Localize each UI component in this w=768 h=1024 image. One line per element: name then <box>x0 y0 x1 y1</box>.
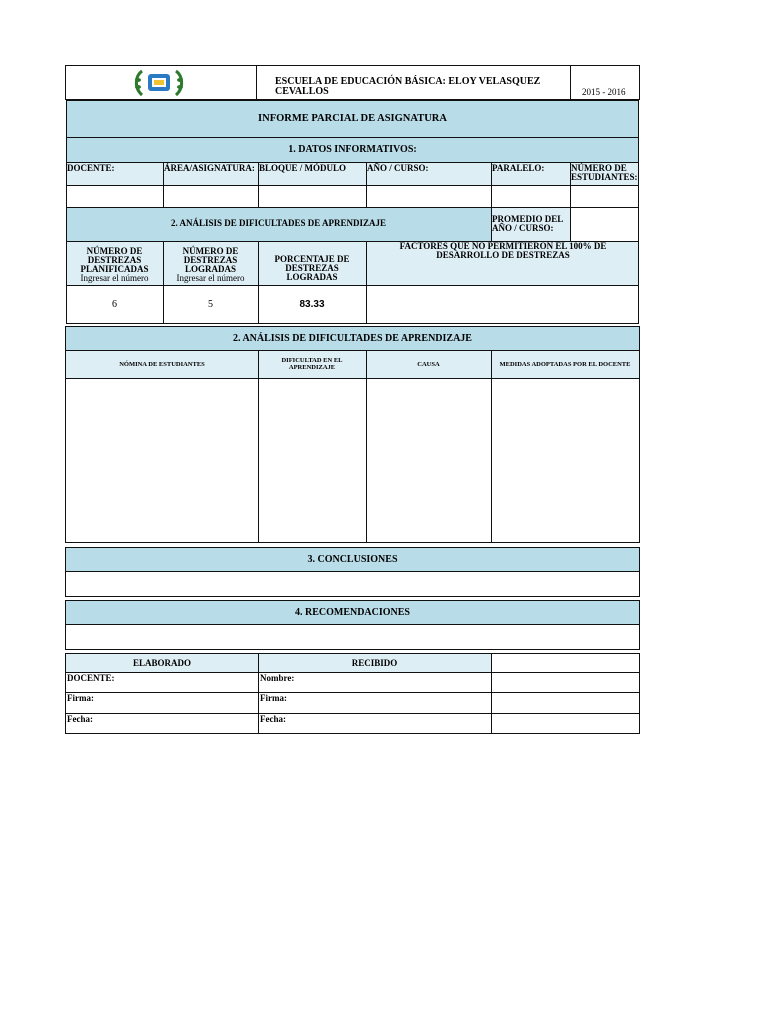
signatures-header-row-extra <box>492 654 639 673</box>
col-causa-header: CAUSA <box>417 361 440 368</box>
col-planificadas-header <box>66 247 163 283</box>
field-sig-firma-right[interactable] <box>295 694 490 712</box>
elaborado-header: ELABORADO <box>132 658 191 668</box>
col-logradas-header <box>163 247 258 283</box>
col-planificadas-hint: Ingresar el número <box>80 273 149 283</box>
school-crest-icon <box>132 68 186 98</box>
field-area[interactable] <box>164 186 257 207</box>
label-anio: AÑO / CURSO: <box>367 163 429 173</box>
sig-firma-left-label: Firma: <box>67 693 94 703</box>
school-name: ESCUELA DE EDUCACIÓN BÁSICA: ELOY VELASQUEZ CEVALLOS <box>275 76 541 97</box>
logo-cell <box>65 65 257 100</box>
section1-title: 1. DATOS INFORMATIVOS: <box>288 144 417 155</box>
field-sig-docente[interactable] <box>115 674 257 691</box>
report-title: INFORME PARCIAL DE ASIGNATURA <box>258 113 447 124</box>
label-docente: DOCENTE: <box>67 163 115 173</box>
sig-firma-right-label: Firma: <box>260 693 287 703</box>
col-logradas-hint: Ingresar el número <box>176 273 245 283</box>
label-paralelo: PARALELO: <box>492 163 545 173</box>
field-anio[interactable] <box>367 186 490 207</box>
col-factores-header: FACTORES QUE NO PERMITIERON EL 100% DE DESARROLLO DE DESTREZAS <box>399 241 607 260</box>
value-logradas[interactable]: 5 <box>208 299 213 310</box>
col-planificadas-label: NÚMERO DE DESTREZAS PLANIFICADAS <box>80 246 149 274</box>
field-sig-firma-left[interactable] <box>100 694 257 712</box>
sig-fecha-right-label: Fecha: <box>260 714 286 724</box>
value-porcentaje: 83.33 <box>299 299 325 310</box>
field-sig-fecha-left[interactable] <box>100 715 257 732</box>
value-planificadas[interactable]: 6 <box>112 299 117 310</box>
school-year: 2015 - 2016 <box>582 87 626 97</box>
label-num-estudiantes: NÚMERO DE ESTUDIANTES: <box>571 163 638 182</box>
field-num-estudiantes[interactable] <box>571 186 638 207</box>
field-sig-nombre[interactable] <box>300 674 490 691</box>
divider <box>66 692 639 693</box>
divider <box>491 654 492 733</box>
section4-title: 4. RECOMENDACIONES <box>294 607 410 618</box>
col-logradas-label: NÚMERO DE DESTREZAS LOGRADAS <box>182 246 239 274</box>
section2-title: 2. ANÁLISIS DE DIFICULTADES DE APRENDIZAJE <box>170 218 387 228</box>
label-bloque: BLOQUE / MÓDULO <box>259 163 347 173</box>
col-porcentaje-header: PORCENTAJE DE DESTREZAS LOGRADAS <box>274 254 350 282</box>
value-factores[interactable] <box>367 287 638 323</box>
field-recomendaciones[interactable] <box>67 626 638 648</box>
divider <box>66 713 639 714</box>
field-bloque[interactable] <box>259 186 365 207</box>
promedio-label: PROMEDIO DEL AÑO / CURSO: <box>492 214 563 233</box>
col-medidas-header: MEDIDAS ADOPTADAS POR EL DOCENTE <box>499 361 631 368</box>
field-sig-fecha-right[interactable] <box>295 715 490 732</box>
field-medidas[interactable] <box>492 380 638 541</box>
promedio-field[interactable] <box>570 208 639 242</box>
label-area: ÁREA/ASIGNATURA: <box>164 163 255 173</box>
sig-nombre-label: Nombre: <box>260 673 295 683</box>
info-label-row <box>66 162 639 185</box>
col-nomina-header: NÓMINA DE ESTUDIANTES <box>119 361 205 368</box>
field-docente[interactable] <box>67 186 162 207</box>
field-paralelo[interactable] <box>492 186 569 207</box>
sig-docente-label: DOCENTE: <box>67 673 115 683</box>
field-dificultad[interactable] <box>259 380 365 541</box>
field-conclusiones[interactable] <box>67 573 638 595</box>
section2b-title: 2. ANÁLISIS DE DIFICULTADES DE APRENDIZAJE <box>233 333 472 344</box>
field-nomina[interactable] <box>67 380 257 541</box>
recibido-header: RECIBIDO <box>351 658 398 668</box>
field-causa[interactable] <box>367 380 490 541</box>
col-dificultad-header: DIFICULTAD EN EL APRENDIZAJE <box>281 357 343 371</box>
section3-title: 3. CONCLUSIONES <box>307 554 398 565</box>
sig-fecha-left-label: Fecha: <box>67 714 93 724</box>
